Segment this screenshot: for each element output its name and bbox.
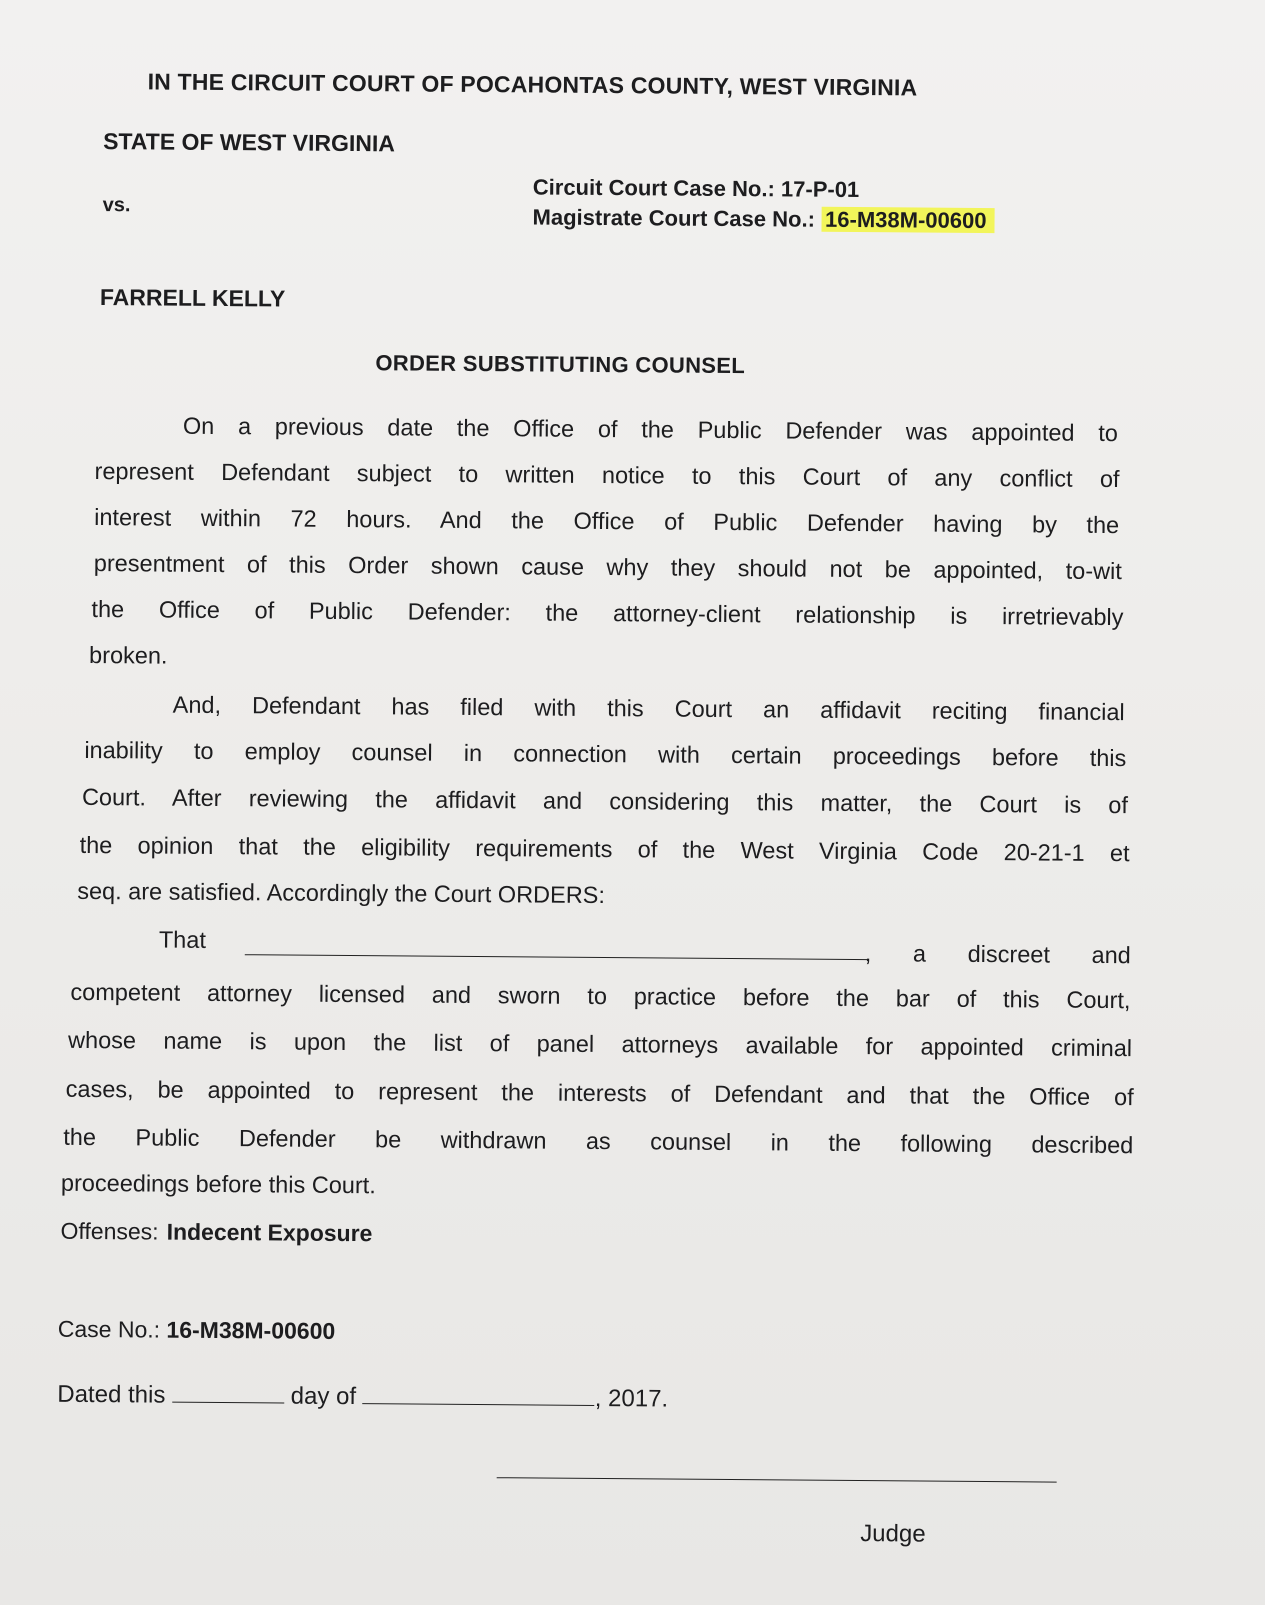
offenses-row [60,1218,372,1247]
offenses-value: Indecent Exposure [166,1218,373,1247]
paragraph3-line: , a discreet and [864,940,1131,969]
paragraph2-line: seq. are satisfied. Accordingly the Court ORDERS: [77,877,606,909]
paragraph2-line: the opinion that the eligibility requirements of the West Virginia Code 20-21-1 et [79,831,1130,867]
paragraph3-line: competent attorney licensed and sworn to practice before the bar of this Court, [70,978,1131,1014]
order-title: ORDER SUBSTITUTING COUNSEL [375,350,746,379]
magistrate-case-number [532,204,994,234]
paragraph1-line: On a previous date the Office of the Public Defender was appointed to [182,412,1118,447]
defendant-name: FARRELL KELLY [99,284,286,312]
month-blank[interactable] [363,1383,595,1406]
plaintiff-name: STATE OF WEST VIRGINIA [103,128,396,157]
dated-suffix: , 2017. [594,1384,669,1413]
paragraph2-line: And, Defendant has filed with this Court an affidavit reciting financial [172,691,1125,726]
paragraph1-line: the Office of Public Defender: the attorney-client relationship is irretrievably [91,596,1124,631]
dated-line [57,1381,668,1414]
paragraph3-line: proceedings before this Court. [60,1169,376,1199]
day-blank[interactable] [172,1382,284,1404]
attorney-name-blank[interactable] [245,934,869,960]
judge-signature-line[interactable] [497,1477,1057,1482]
paragraph3-line: whose name is upon the list of panel attorneys available for appointed criminal [67,1026,1133,1062]
circuit-case-label: Circuit Court Case No.: [532,174,775,202]
judge-label: Judge [860,1520,926,1548]
dated-middle: day of [290,1382,357,1411]
paragraph1-line: broken. [89,641,168,669]
paragraph1-line: represent Defendant subject to written notice to this Court of any conflict of [94,458,1120,493]
dated-prefix: Dated this [57,1380,166,1409]
circuit-case-number [533,174,860,203]
that-label: That [158,926,207,953]
court-title: IN THE CIRCUIT COURT OF POCAHONTAS COUNTY, WEST VIRGINIA [147,68,918,101]
case-number-label: Case No.: [57,1315,161,1343]
paragraph1-line: presentment of this Order shown cause why they should not be appointed, to-wit [93,550,1122,585]
paragraph2-line: Court. After reviewing the affidavit and considering this matter, the Court is of [81,783,1129,819]
paragraph3-line: the Public Defender be withdrawn as counsel in the following described [63,1123,1134,1159]
paragraph2-line: inability to employ counsel in connection with certain proceedings before this [84,736,1127,772]
paragraph1-line: interest within 72 hours. And the Office of Public Defender having by the [94,504,1120,539]
case-number-value: 16-M38M-00600 [166,1316,336,1344]
paragraph3-line: cases, be appointed to represent the interests of Defendant and that the Office of [65,1075,1134,1111]
versus-label: vs. [102,194,131,217]
case-number-row [58,1316,336,1345]
circuit-case-value: 17-P-01 [780,176,860,203]
highlighted-case-value: 16-M38M-00600 [821,207,995,233]
magistrate-case-label: Magistrate Court Case No.: [532,204,816,232]
offenses-label: Offenses: [60,1217,159,1245]
